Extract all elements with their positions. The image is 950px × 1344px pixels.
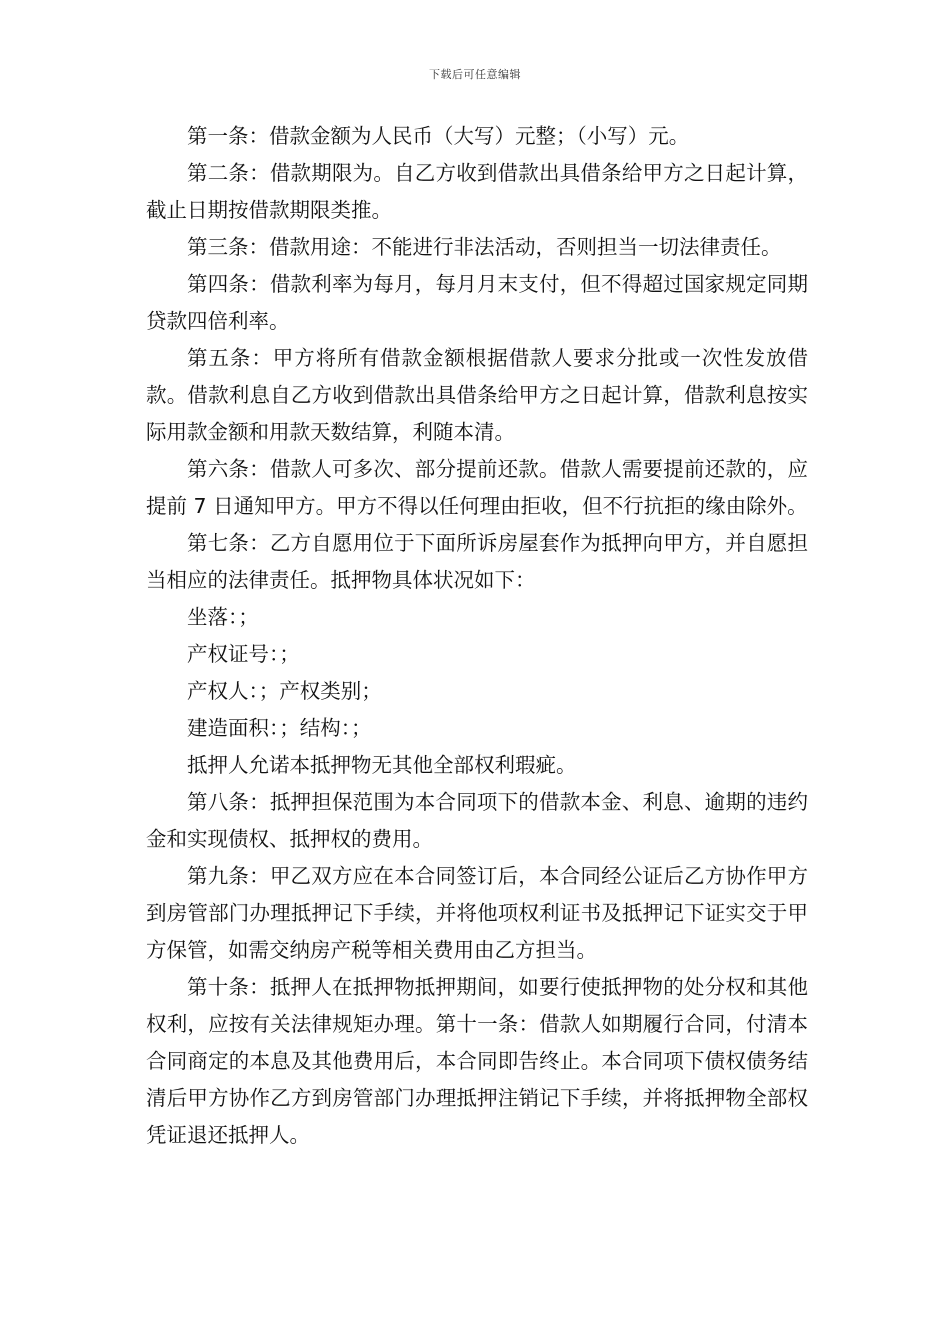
clause-4: 第四条：借款利率为每月，每月月末支付，但不得超过国家规定同期贷款四倍利率。	[146, 272, 808, 333]
collateral-area: 建造面积：；结构：；	[187, 716, 372, 740]
clause-1: 第一条：借款金额为人民币（大写）元整；（小写）元。	[187, 124, 690, 148]
clause-3: 第三条：借款用途：不能进行非法活动，否则担当一切法律责任。	[187, 235, 782, 259]
page-header: 下载后可任意编辑	[429, 68, 521, 81]
clause-2: 第二条：借款期限为。自乙方收到借款出具借条给甲方之日起计算，截止日期按借款期限类推。	[146, 161, 808, 222]
clause-8: 第八条：抵押担保范围为本合同项下的借款本金、利息、逾期的违约金和实现债权、抵押权的费用。	[146, 790, 808, 851]
collateral-owner: 产权人：；产权类别；	[187, 679, 382, 703]
clause-7: 第七条：乙方自愿用位于下面所诉房屋套作为抵押向甲方，并自愿担当相应的法律责任。抵押物具体状况如下：	[146, 531, 808, 592]
document-body	[146, 118, 808, 1154]
clause-6: 第六条：借款人可多次、部分提前还款。借款人需要提前还款的，应提前 7 日通知甲方。甲方不得以任何理由拒收，但不行抗拒的缘由除外。	[146, 457, 808, 518]
clause-9: 第九条：甲乙双方应在本合同签订后，本合同经公证后乙方协作甲方到房管部门办理抵押记下手续，并将他项权利证书及抵押记下证实交于甲方保管，如需交纳房产税等相关费用由乙方担当。	[146, 864, 808, 962]
clause-10: 第十条：抵押人在抵押物抵押期间，如要行使抵押物的处分权和其他权利，应按有关法律规矩办理。第十一条：借款人如期履行合同，付清本合同商定的本息及其他费用后，本合同即告终止。本合同项下债权债务结清后甲方协作乙方到房管部门办理抵押注销记下手续，并将抵押物全部权凭证退还抵押人。	[146, 975, 808, 1147]
collateral-warranty: 抵押人允诺本抵押物无其他全部权利瑕疵。	[187, 753, 577, 777]
clause-5: 第五条：甲方将所有借款金额根据借款人要求分批或一次性发放借款。借款利息自乙方收到借款出具借条给甲方之日起计算，借款利息按实际用款金额和用款天数结算，利随本清。	[146, 346, 808, 444]
collateral-certificate-number: 产权证号：；	[187, 642, 300, 666]
collateral-location: 坐落：；	[187, 605, 259, 629]
